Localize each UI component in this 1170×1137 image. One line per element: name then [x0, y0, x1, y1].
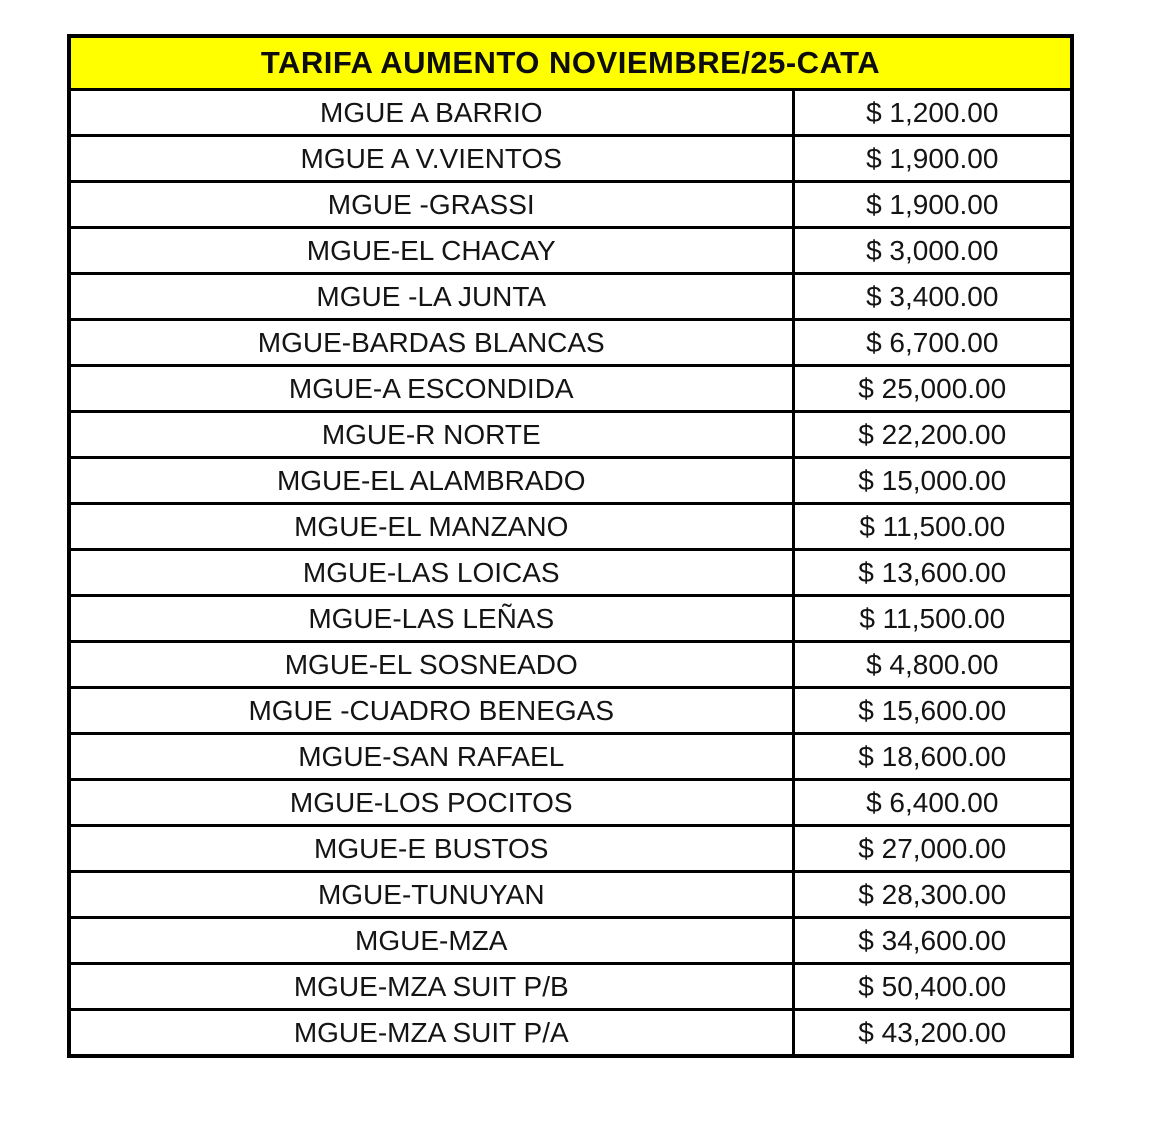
table-row	[69, 688, 1072, 734]
table-row	[69, 734, 1072, 780]
route-cell: MGUE-EL SOSNEADO	[69, 642, 793, 688]
table-body	[69, 90, 1072, 1057]
table-row	[69, 872, 1072, 918]
route-cell: MGUE-MZA SUIT P/A	[69, 1010, 793, 1057]
price-cell: $ 1,900.00	[793, 182, 1072, 228]
route-cell: MGUE A V.VIENTOS	[69, 136, 793, 182]
price-cell: $ 11,500.00	[793, 504, 1072, 550]
price-cell: $ 22,200.00	[793, 412, 1072, 458]
table-row	[69, 90, 1072, 136]
table-row	[69, 412, 1072, 458]
route-cell: MGUE -LA JUNTA	[69, 274, 793, 320]
table-row	[69, 918, 1072, 964]
table-title: TARIFA AUMENTO NOVIEMBRE/25-CATA	[69, 36, 1072, 90]
price-cell: $ 34,600.00	[793, 918, 1072, 964]
table-row	[69, 826, 1072, 872]
price-cell: $ 50,400.00	[793, 964, 1072, 1010]
price-cell: $ 27,000.00	[793, 826, 1072, 872]
route-cell: MGUE-LAS LEÑAS	[69, 596, 793, 642]
route-cell: MGUE-EL MANZANO	[69, 504, 793, 550]
price-cell: $ 28,300.00	[793, 872, 1072, 918]
price-cell: $ 18,600.00	[793, 734, 1072, 780]
route-cell: MGUE-MZA SUIT P/B	[69, 964, 793, 1010]
table-row	[69, 780, 1072, 826]
price-cell: $ 13,600.00	[793, 550, 1072, 596]
price-cell: $ 6,400.00	[793, 780, 1072, 826]
route-cell: MGUE-MZA	[69, 918, 793, 964]
route-cell: MGUE-A ESCONDIDA	[69, 366, 793, 412]
table-row	[69, 228, 1072, 274]
price-cell: $ 6,700.00	[793, 320, 1072, 366]
table-title-row	[69, 36, 1072, 90]
table-row	[69, 458, 1072, 504]
route-cell: MGUE-TUNUYAN	[69, 872, 793, 918]
price-cell: $ 1,900.00	[793, 136, 1072, 182]
price-cell: $ 3,400.00	[793, 274, 1072, 320]
table-row	[69, 274, 1072, 320]
price-cell: $ 11,500.00	[793, 596, 1072, 642]
route-cell: MGUE-E BUSTOS	[69, 826, 793, 872]
table-row	[69, 504, 1072, 550]
price-cell: $ 15,600.00	[793, 688, 1072, 734]
table-row	[69, 596, 1072, 642]
table-row	[69, 136, 1072, 182]
price-cell: $ 1,200.00	[793, 90, 1072, 136]
route-cell: MGUE-BARDAS BLANCAS	[69, 320, 793, 366]
price-cell: $ 43,200.00	[793, 1010, 1072, 1057]
table-row	[69, 1010, 1072, 1057]
table-row	[69, 320, 1072, 366]
price-cell: $ 25,000.00	[793, 366, 1072, 412]
route-cell: MGUE-EL ALAMBRADO	[69, 458, 793, 504]
route-cell: MGUE-R NORTE	[69, 412, 793, 458]
route-cell: MGUE-LAS LOICAS	[69, 550, 793, 596]
route-cell: MGUE -CUADRO BENEGAS	[69, 688, 793, 734]
price-cell: $ 15,000.00	[793, 458, 1072, 504]
price-cell: $ 4,800.00	[793, 642, 1072, 688]
route-cell: MGUE-EL CHACAY	[69, 228, 793, 274]
route-cell: MGUE A BARRIO	[69, 90, 793, 136]
table-row	[69, 182, 1072, 228]
table-row	[69, 366, 1072, 412]
tariff-table	[67, 34, 1074, 1058]
table-row	[69, 642, 1072, 688]
route-cell: MGUE-LOS POCITOS	[69, 780, 793, 826]
route-cell: MGUE-SAN RAFAEL	[69, 734, 793, 780]
table-row	[69, 964, 1072, 1010]
table-row	[69, 550, 1072, 596]
route-cell: MGUE -GRASSI	[69, 182, 793, 228]
price-cell: $ 3,000.00	[793, 228, 1072, 274]
